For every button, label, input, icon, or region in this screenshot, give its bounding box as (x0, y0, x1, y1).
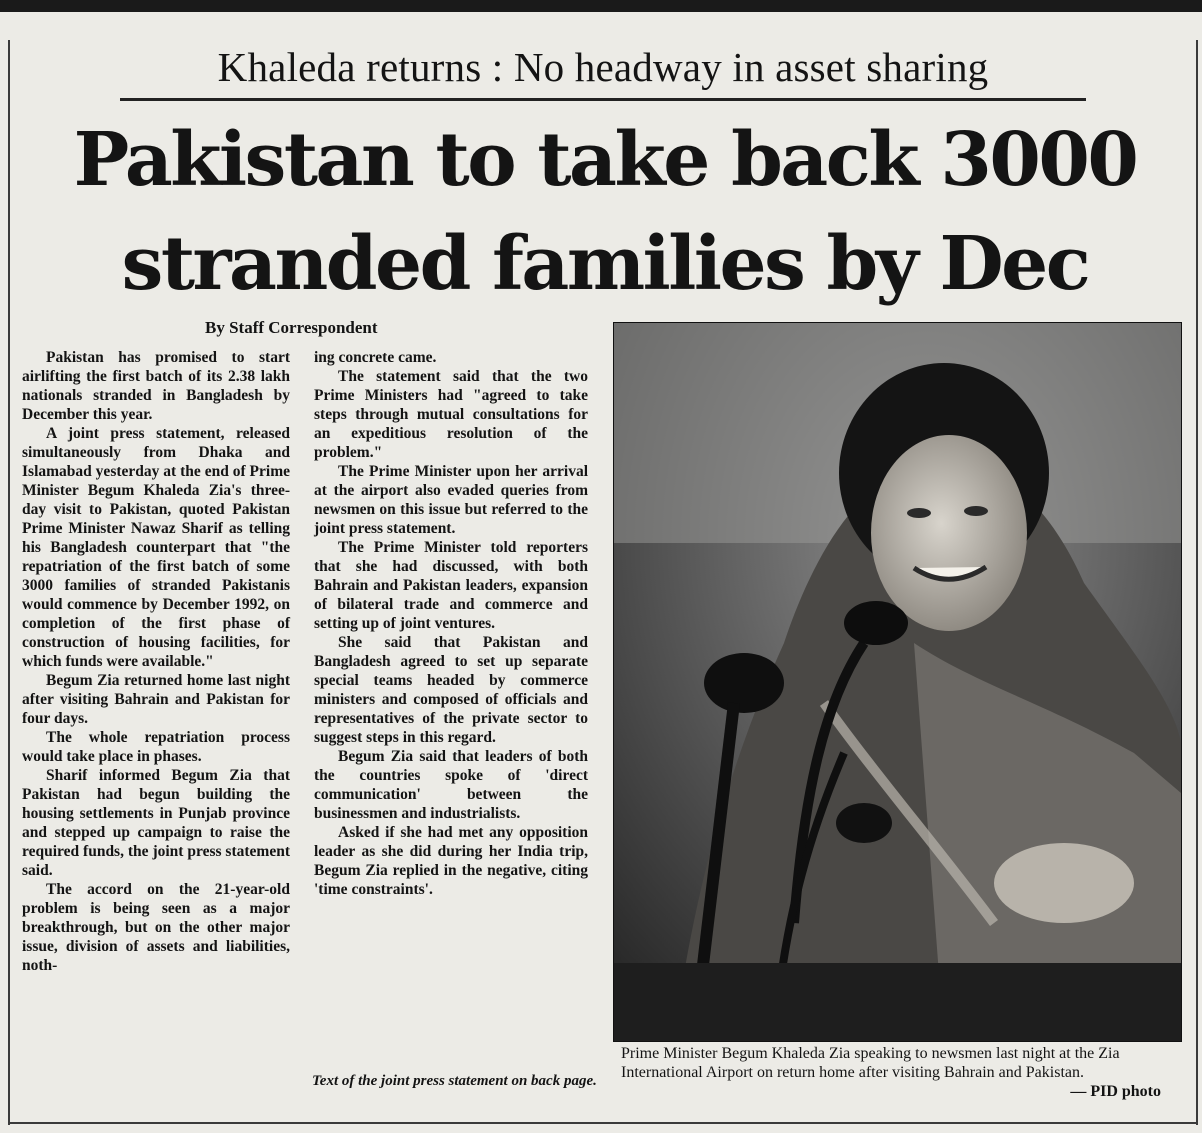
paragraph: The whole repatriation process would take place in phases. (22, 729, 290, 765)
left-rule (8, 40, 10, 1125)
kicker-headline: Khaleda returns : No headway in asset sharing (217, 44, 989, 90)
headline-line-2: stranded families by Dec (121, 221, 1089, 307)
bottom-rule (8, 1122, 1198, 1124)
kicker-box (120, 38, 1086, 101)
news-photo (613, 322, 1182, 1042)
article-column-1 (22, 348, 290, 975)
byline: By Staff Correspondent (205, 318, 378, 337)
photo-illustration (614, 323, 1181, 1041)
paragraph: Asked if she had met any opposition leader as she did during her India trip, Begum Zia replied in the negative, citing 'time constraints'. (314, 824, 588, 898)
paragraph: Begum Zia said that leaders of both the countries spoke of 'direct communication' between the businessmen and industrialists. (314, 748, 588, 822)
paragraph: The Prime Minister upon her arrival at the airport also evaded queries from newsmen on this issue but referred to the joint press statement. (314, 463, 588, 537)
paragraph: Sharif informed Begum Zia that Pakistan had begun building the housing settlements in Punjab province and stepped up campaign to raise the required funds, the joint press statement said. (22, 767, 290, 879)
main-headline (20, 108, 1190, 316)
photo-caption (621, 1044, 1161, 1101)
top-border (0, 0, 1202, 12)
paragraph: Begum Zia returned home last night after visiting Bahrain and Pakistan for four days. (22, 672, 290, 727)
photo-credit: — PID photo (1070, 1083, 1161, 1100)
right-rule (1196, 40, 1198, 1125)
paragraph-continuation: ing concrete came. (314, 349, 437, 366)
paragraph: Pakistan has promised to start airlifting the first batch of its 2.38 lakh nationals stranded in Bangladesh by December this year. (22, 349, 290, 423)
paragraph: A joint press statement, released simultaneously from Dhaka and Islamabad yesterday at the end of Prime Minister Begum Khaleda Zia's three-day visit to Pakistan, quoted Pakistan Prime Minister Nawaz Sharif as telling his Bangladesh counterpart that "the repatriation of the first batch of some 3000 families of stranded Pakistanis would commence by December 1992, on completion of the first phase of construction of housing facilities, for which funds were available." (22, 425, 290, 670)
headline-line-1: Pakistan to take back 3000 (73, 117, 1137, 203)
jump-line: Text of the joint press statement on back page. (312, 1073, 597, 1089)
paragraph: She said that Pakistan and Bangladesh agreed to set up separate special teams headed by commerce ministers and composed of officials and representatives of the private sector to suggest steps in this regard. (314, 634, 588, 746)
paragraph: The Prime Minister told reporters that she had discussed, with both Bahrain and Pakistan leaders, expansion of bilateral trade and commerce and setting up of joint ventures. (314, 539, 588, 632)
caption-text: Prime Minister Begum Khaleda Zia speaking to newsmen last night at the Zia International Airport on return home after visiting Bahrain and Pakistan. (621, 1045, 1120, 1081)
paragraph: The statement said that the two Prime Ministers had "agreed to take steps through mutual consultations for an expeditious resolution of the problem." (314, 368, 588, 461)
paragraph: The accord on the 21-year-old problem is being seen as a major breakthrough, but on the other major issue, division of assets and liabilities, noth- (22, 881, 290, 974)
article-column-2 (314, 348, 588, 899)
